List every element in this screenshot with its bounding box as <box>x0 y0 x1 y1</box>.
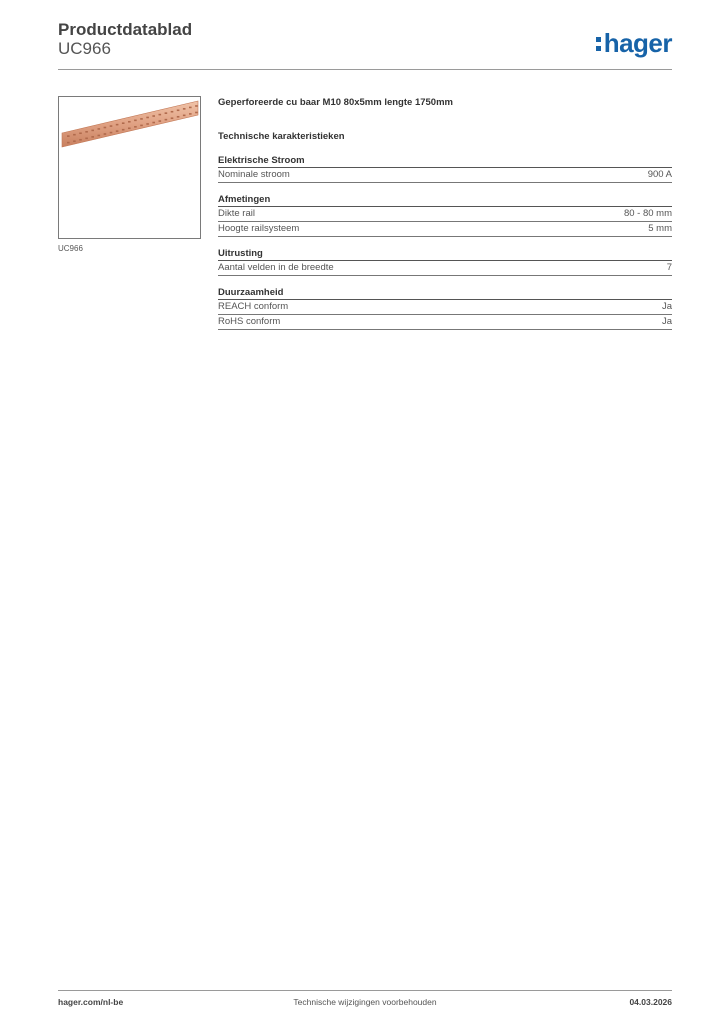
product-name: Geperforeerde cu baar M10 80x5mm lengte 1750mm <box>218 97 453 108</box>
spec-row <box>218 261 672 276</box>
spec-value: 900 A <box>647 169 672 180</box>
spec-label: Dikte rail <box>218 208 255 219</box>
busbar-perforation <box>110 125 113 127</box>
busbar-perforation <box>73 140 76 142</box>
busbar-perforation <box>134 126 137 128</box>
document-footer <box>58 997 672 1011</box>
busbar-perforation <box>140 118 143 120</box>
spec-row <box>218 168 672 183</box>
spec-row <box>218 207 672 222</box>
product-code: UC966 <box>58 39 111 58</box>
busbar-perforation <box>85 131 88 133</box>
busbar-perforation <box>73 134 76 136</box>
busbar-perforation <box>183 115 186 117</box>
logo-dots-icon <box>596 34 603 54</box>
busbar-perforation <box>128 121 131 123</box>
spec-sheet <box>218 96 672 330</box>
busbar-perforation <box>177 116 180 118</box>
spec-group-title: Afmetingen <box>218 193 672 207</box>
spec-row <box>218 315 672 330</box>
spec-group-electrical <box>218 154 672 183</box>
busbar-perforation <box>67 135 70 137</box>
spec-group-sustainability <box>218 286 672 330</box>
spec-label: RoHS conform <box>218 316 281 327</box>
spec-value: Ja <box>661 301 672 312</box>
busbar-perforation <box>91 136 94 138</box>
busbar-perforation <box>171 117 174 119</box>
spec-row <box>218 300 672 315</box>
footer-date: 04.03.2026 <box>629 997 672 1007</box>
footer-divider <box>58 990 672 991</box>
document-header <box>58 20 672 70</box>
logo-text: hager <box>603 28 672 58</box>
busbar-perforation <box>67 142 70 144</box>
spec-label: Hoogte railsysteem <box>218 223 300 234</box>
busbar-perforation <box>122 129 125 131</box>
busbar-perforation <box>195 112 198 114</box>
busbar-perforation <box>104 133 107 135</box>
spec-value: 5 mm <box>648 223 672 234</box>
spec-label: Nominale stroom <box>218 169 290 180</box>
busbar-perforation <box>91 130 94 132</box>
spec-group-dimensions <box>218 193 672 237</box>
busbar-perforation <box>85 138 88 140</box>
busbar-perforation <box>189 107 192 109</box>
spec-heading: Technische karakteristieken <box>218 131 345 142</box>
busbar-perforation <box>79 132 82 134</box>
footer-website-link[interactable]: hager.com/nl-be <box>58 997 124 1007</box>
spec-group-title: Duurzaamheid <box>218 286 672 300</box>
spec-group-title: Uitrusting <box>218 247 672 261</box>
busbar-perforation <box>140 125 143 127</box>
busbar-perforation <box>79 139 82 141</box>
spec-row <box>218 222 672 237</box>
spec-value: Ja <box>661 316 672 327</box>
busbar-perforation <box>171 111 174 113</box>
busbar-perforation <box>159 120 162 122</box>
busbar-perforation <box>122 122 125 124</box>
busbar-perforation <box>165 112 168 114</box>
busbar-perforation <box>146 117 149 119</box>
copper-busbar-image <box>59 97 200 238</box>
spec-label: REACH conform <box>218 301 289 312</box>
busbar-perforation <box>189 113 192 115</box>
busbar-perforation <box>146 123 149 125</box>
busbar-perforation <box>177 109 180 111</box>
busbar-perforation <box>159 114 162 116</box>
footer-disclaimer: Technische wijzigingen voorbehouden <box>293 997 437 1007</box>
hager-logo <box>596 28 672 59</box>
busbar-perforation <box>195 105 198 107</box>
header-divider <box>58 69 672 70</box>
busbar-perforation <box>104 127 107 129</box>
busbar-perforation <box>134 120 137 122</box>
busbar-perforation <box>110 132 113 134</box>
image-caption: UC966 <box>58 244 83 253</box>
document-title: Productdatablad <box>58 20 193 39</box>
busbar-perforation <box>116 130 119 132</box>
spec-value: 80 - 80 mm <box>623 208 672 219</box>
busbar-perforation <box>152 115 155 117</box>
busbar-perforation <box>152 122 155 124</box>
spec-group-title: Elektrische Stroom <box>218 154 672 168</box>
product-image-frame <box>58 96 201 239</box>
busbar-perforation <box>183 108 186 110</box>
spec-label: Aantal velden in de breedte <box>218 262 334 273</box>
busbar-perforation <box>165 119 168 121</box>
busbar-perforation <box>98 128 101 130</box>
busbar-perforation <box>128 127 131 129</box>
spec-value: 7 <box>666 262 672 273</box>
busbar-perforation <box>116 124 119 126</box>
busbar-perforation <box>98 135 101 137</box>
spec-group-equipment <box>218 247 672 276</box>
